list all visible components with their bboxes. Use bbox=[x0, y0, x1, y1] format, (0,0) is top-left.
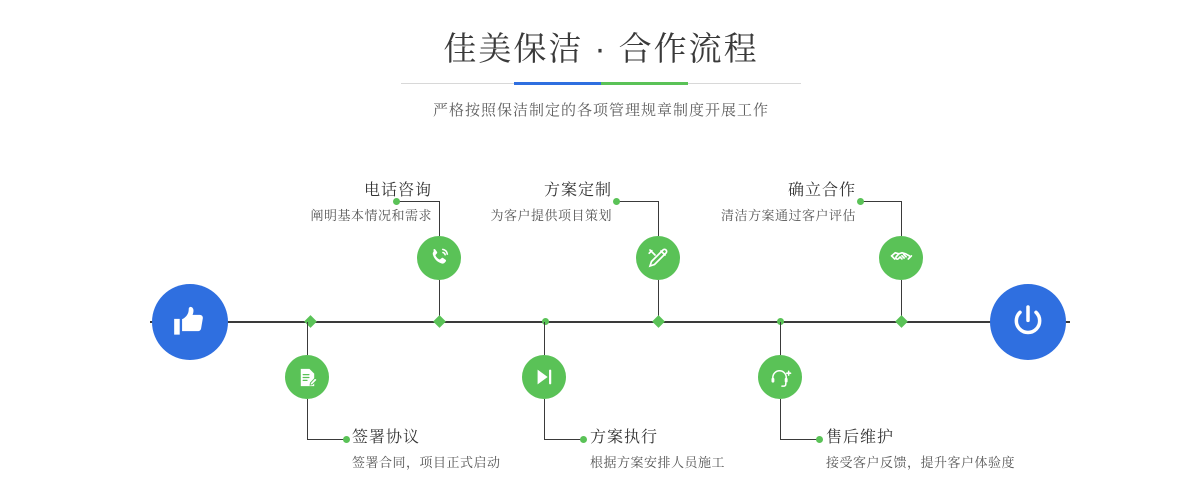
step-5-label-dot bbox=[857, 198, 864, 205]
step-2-label-dot bbox=[343, 436, 350, 443]
handshake-icon bbox=[889, 246, 914, 271]
step-3-elbow-horizontal bbox=[617, 201, 658, 202]
step-1-desc: 阐明基本情况和需求 bbox=[310, 208, 432, 223]
step-4-stem bbox=[544, 322, 545, 355]
step-6-stem bbox=[780, 322, 781, 355]
step-4-label-dot bbox=[580, 436, 587, 443]
step-1-elbow-vertical bbox=[439, 201, 440, 236]
step-6-icon-circle bbox=[758, 355, 802, 399]
axis-marker-3b bbox=[652, 315, 665, 328]
title-divider bbox=[401, 82, 801, 85]
step-2-title: 签署协议 bbox=[352, 429, 421, 446]
step-2-desc: 签署合同，项目正式启动 bbox=[352, 455, 501, 470]
divider-blue-segment bbox=[514, 82, 601, 85]
page-subtitle: 严格按照保洁制定的各项管理规章制度开展工作 bbox=[432, 102, 769, 119]
step-5-elbow-vertical bbox=[901, 201, 902, 236]
step-2-icon-circle bbox=[285, 355, 329, 399]
power-icon bbox=[1008, 302, 1048, 342]
process-flow bbox=[0, 150, 1202, 502]
flow-start-node bbox=[152, 284, 228, 360]
page-title: 佳美保洁 · 合作流程 bbox=[443, 30, 759, 67]
step-6-title: 售后维护 bbox=[826, 429, 895, 446]
step-4-elbow-vertical bbox=[544, 399, 545, 439]
axis-marker-5b bbox=[895, 315, 908, 328]
divider-green-segment bbox=[601, 82, 688, 85]
step-4-elbow-horizontal bbox=[544, 439, 582, 440]
step-2-elbow-vertical bbox=[307, 399, 308, 439]
step-6-desc: 接受客户反馈，提升客户体验度 bbox=[826, 455, 1016, 470]
step-4-title: 方案执行 bbox=[590, 429, 659, 446]
step-6-elbow-horizontal bbox=[780, 439, 818, 440]
document-edit-icon bbox=[296, 366, 319, 389]
step-5-desc: 清洁方案通过客户评估 bbox=[720, 208, 856, 223]
phone-call-icon bbox=[427, 246, 451, 270]
axis-marker-1b bbox=[433, 315, 446, 328]
thumbs-up-icon bbox=[171, 303, 209, 341]
step-2-elbow-horizontal bbox=[307, 439, 347, 440]
step-5-icon-circle bbox=[879, 236, 923, 280]
step-2-stem bbox=[307, 322, 308, 355]
step-4-desc: 根据方案安排人员施工 bbox=[590, 455, 726, 470]
timeline-axis bbox=[150, 321, 1070, 323]
step-1-icon-circle bbox=[417, 236, 461, 280]
step-3-icon-circle bbox=[636, 236, 680, 280]
pencil-ruler-icon bbox=[646, 246, 670, 270]
step-5-label bbox=[700, 180, 856, 226]
play-forward-icon bbox=[533, 366, 555, 388]
step-3-desc: 为客户提供项目策划 bbox=[490, 208, 612, 223]
step-6-label bbox=[826, 427, 1015, 473]
step-3-title: 方案定制 bbox=[543, 182, 612, 199]
step-5-title: 确立合作 bbox=[787, 182, 856, 199]
flow-end-node bbox=[990, 284, 1066, 360]
step-1-label bbox=[252, 180, 432, 226]
step-4-label bbox=[590, 427, 725, 473]
headset-support-icon bbox=[769, 366, 792, 389]
step-3-label-dot bbox=[613, 198, 620, 205]
step-2-label bbox=[352, 427, 501, 473]
step-6-elbow-vertical bbox=[780, 399, 781, 439]
step-5-elbow-horizontal bbox=[861, 201, 901, 202]
step-3-elbow-vertical bbox=[658, 201, 659, 236]
header bbox=[0, 26, 1202, 120]
step-1-title: 电话咨询 bbox=[363, 182, 432, 199]
step-3-label bbox=[452, 180, 612, 226]
step-6-label-dot bbox=[816, 436, 823, 443]
step-4-icon-circle bbox=[522, 355, 566, 399]
